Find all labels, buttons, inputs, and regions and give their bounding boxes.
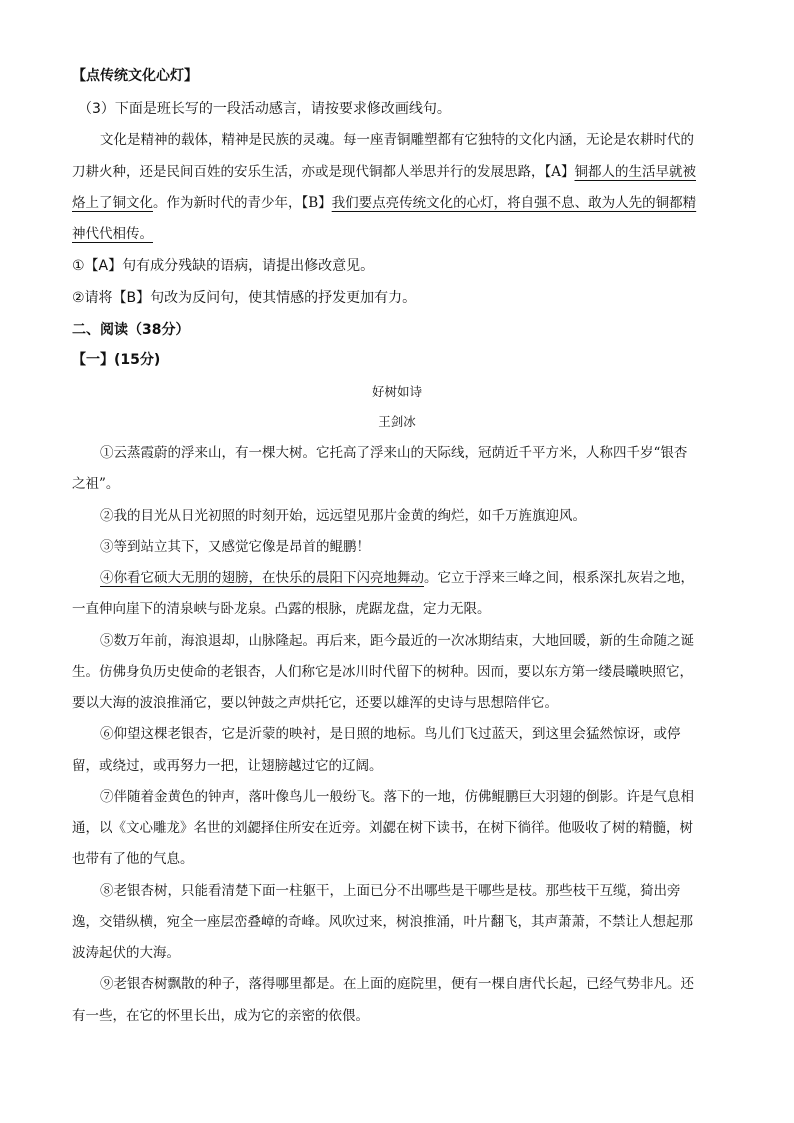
article-paragraph: ①云蒸霞蔚的浮来山，有一棵大树。它托高了浮来山的天际线，冠荫近千平方米，人称四千岁“银杏 [100, 445, 688, 461]
article-paragraph: 之祖”。 [72, 476, 120, 492]
underlined-sentence-a: 铜都人的生活早就被 [574, 164, 696, 180]
sentence-marker-b: 【B】 [301, 195, 332, 211]
sentence-marker-a: 【A】 [544, 164, 575, 180]
section-heading: 二、阅读（38分） [72, 322, 190, 338]
article-paragraph: 有一些，在它的怀里长出，成为它的亲密的依偎。 [72, 1008, 369, 1024]
part-heading: 【一】(15分) [72, 352, 161, 368]
article-paragraph: ⑤数万年前，海浪退却，山脉隆起。再后来，距今最近的一次冰期结束，大地回暖，新的生命随之诞 [100, 633, 694, 649]
question-prompt: （3）下面是班长写的一段活动感言，请按要求修改画线句。 [78, 101, 451, 117]
underlined-sentence-a: 烙上了铜文化 [72, 195, 153, 211]
article-paragraph: 逸，交错纵横，宛全一座层峦叠嶂的奇峰。风吹过来，树浪推涌，叶片翻飞，其声萧萧，不禁让人想起那 [72, 914, 693, 930]
passage-line [72, 193, 696, 213]
article-text: 。它立于浮来三峰之间，根系深扎灰岩之地， [424, 570, 694, 586]
article-paragraph: ③等到站立其下，又感觉它像是昂首的鲲鹏！ [100, 539, 370, 555]
article-paragraph: 也带有了他的气息。 [72, 851, 194, 867]
passage-text: 。作为新时代的青少年， [153, 195, 302, 211]
article-paragraph: ⑨老银杏树飘散的种子，落得哪里都是。在上面的庭院里，便有一棵自唐代长起，已经气势非凡。还 [100, 976, 694, 992]
article-title: 好树如诗 [371, 384, 422, 399]
article-paragraph: ⑧老银杏树，只能看清楚下面一柱躯干，上面已分不出哪些是干哪些是枝。那些枝干互缆，猗出旁 [100, 883, 681, 899]
article-paragraph: 留，或绕过，或再努力一把，让翅膀越过它的辽阔。 [72, 758, 383, 774]
article-author: 王剑冰 [378, 414, 416, 429]
article-paragraph: ②我的目光从日光初照的时刻开始，远远望见那片金黄的绚烂，如千万旌旗迎风。 [100, 508, 586, 524]
article-paragraph: 一直伸向崖下的清泉峡与卧龙泉。凸露的根脉，虎踞龙盘，定力无限。 [72, 601, 491, 617]
passage-text: 刀耕火种，还是民间百姓的安乐生活，亦或是现代铜都人举思并行的发展思路， [72, 164, 545, 180]
sub-question-1: ①【A】句有成分残缺的语病，请提出修改意见。 [72, 258, 375, 274]
passage-line [72, 224, 153, 244]
article-paragraph: 要以大海的波浪推涌它，要以钟鼓之声烘托它，还要以雄浑的史诗与思想陪伴它。 [72, 695, 558, 711]
underlined-sentence-b: 神代代相传。 [72, 226, 153, 242]
underlined-sentence-b: 我们要点亮传统文化的心灯，将自强不息、敢为人先的铜都精 [331, 195, 697, 211]
article-paragraph [100, 568, 694, 588]
section-title: 【点传统文化心灯】 [72, 68, 198, 84]
article-paragraph: 波涛起伏的大海。 [72, 945, 180, 961]
article-paragraph: 生。仿佛身负历史使命的老银杏，人们称它是冰川时代留下的树种。因而，要以东方第一缕晨曦映照它， [72, 664, 693, 680]
article-paragraph: 通，以《文心雕龙》名世的刘勰择住所安在近旁。刘勰在树下读书，在树下徜徉。他吸收了树的精髓，树 [72, 820, 693, 836]
article-paragraph: ⑥仰望这棵老银杏，它是沂蒙的映衬，是日照的地标。鸟儿们飞过蓝天，到这里会猛然惊讶，或停 [100, 726, 681, 742]
sub-question-2: ②请将【B】句改为反问句，使其情感的抒发更加有力。 [72, 290, 417, 306]
passage-line [72, 162, 696, 182]
passage-line: 文化是精神的载体，精神是民族的灵魂。每一座青铜雕塑都有它独特的文化内涵，无论是农耕时代的 [100, 132, 694, 148]
article-paragraph: ⑦伴随着金黄色的钟声，落叶像鸟儿一般纷飞。落下的一地，仿佛鲲鹏巨大羽翅的倒影。许是气息相 [100, 789, 694, 805]
underlined-sentence: ④你看它硕大无朋的翅膀，在快乐的晨阳下闪亮地舞动 [100, 570, 424, 586]
